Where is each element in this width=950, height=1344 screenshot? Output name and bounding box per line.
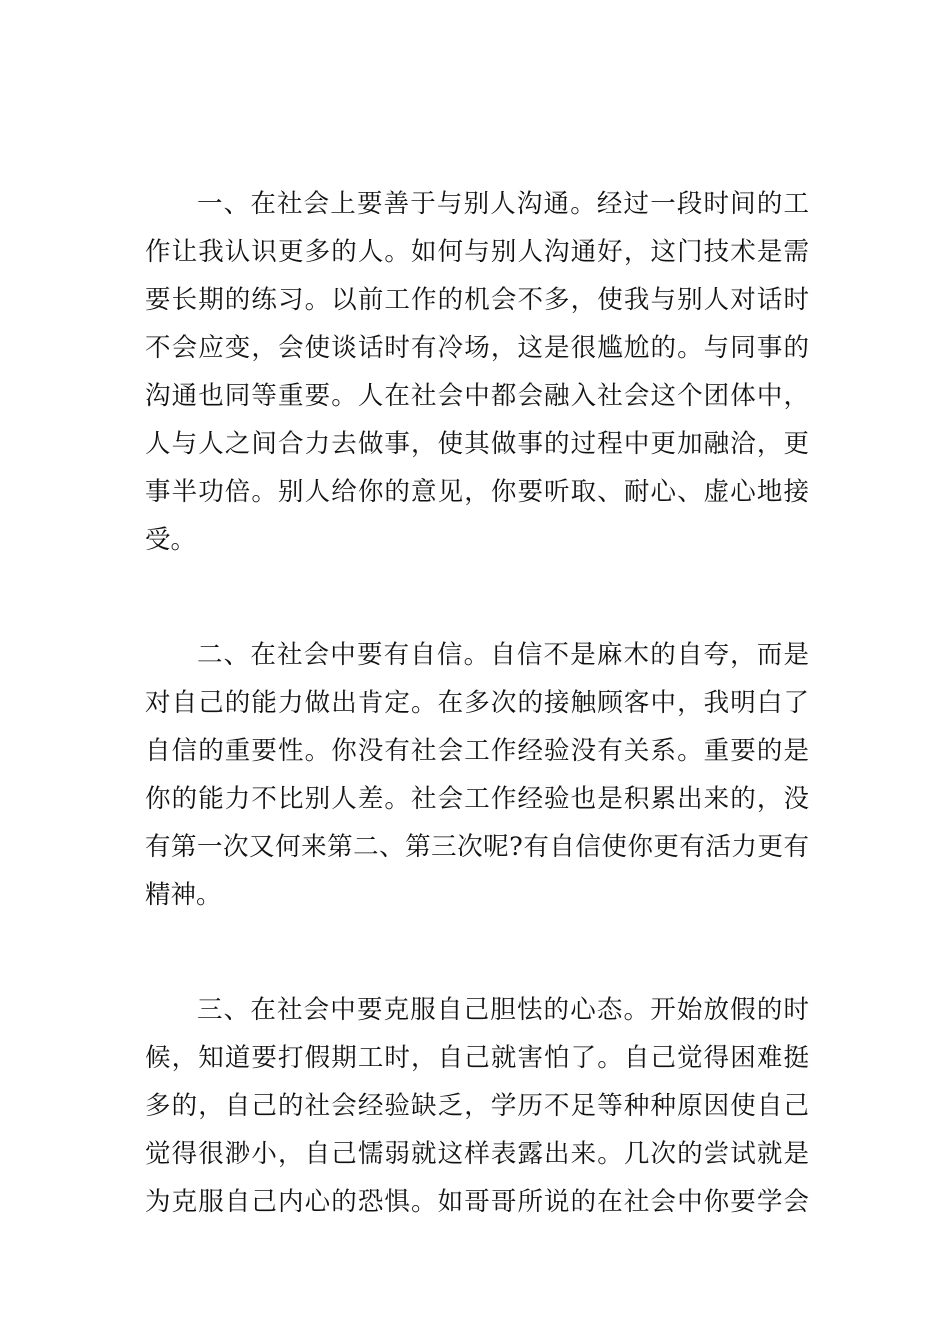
paragraph-spacer bbox=[145, 919, 809, 986]
paragraph-line: 要长期的练习。以前工作的机会不多，使我与别人对话时 bbox=[145, 285, 809, 315]
paragraph-3 bbox=[145, 986, 809, 1226]
paragraph-1 bbox=[145, 180, 809, 564]
paragraph-line: 精神。 bbox=[145, 880, 222, 910]
paragraph-line: 自信的重要性。你没有社会工作经验没有关系。重要的是 bbox=[145, 736, 809, 766]
paragraph-line: 觉得很渺小，自己懦弱就这样表露出来。几次的尝试就是 bbox=[145, 1139, 809, 1169]
paragraph-line: 一、在社会上要善于与别人沟通。经过一段时间的工 bbox=[197, 189, 809, 219]
paragraph-line: 事半功倍。别人给你的意见，你要听取、耐心、虚心地接 bbox=[145, 477, 809, 507]
paragraph-line: 不会应变，会使谈话时有冷场，这是很尴尬的。与同事的 bbox=[145, 333, 809, 363]
paragraph-line: 你的能力不比别人差。社会工作经验也是积累出来的，没 bbox=[145, 784, 809, 814]
paragraph-line: 对自己的能力做出肯定。在多次的接触顾客中，我明白了 bbox=[145, 688, 809, 718]
paragraph-2 bbox=[145, 631, 809, 919]
paragraph-line: 作让我认识更多的人。如何与别人沟通好，这门技术是需 bbox=[145, 237, 809, 267]
paragraph-spacer bbox=[145, 564, 809, 631]
paragraph-line: 二、在社会中要有自信。自信不是麻木的自夸，而是 bbox=[197, 640, 809, 670]
paragraph-line: 三、在社会中要克服自己胆怯的心态。开始放假的时 bbox=[197, 995, 809, 1025]
paragraph-line: 有第一次又何来第二、第三次呢?有自信使你更有活力更有 bbox=[145, 832, 809, 862]
document-body bbox=[145, 180, 809, 1226]
paragraph-line: 为克服自己内心的恐惧。如哥哥所说的在社会中你要学会 bbox=[145, 1187, 809, 1217]
paragraph-line: 多的，自己的社会经验缺乏，学历不足等种种原因使自己 bbox=[145, 1091, 809, 1121]
paragraph-line: 候，知道要打假期工时，自己就害怕了。自己觉得困难挺 bbox=[145, 1043, 809, 1073]
paragraph-line: 沟通也同等重要。人在社会中都会融入社会这个团体中， bbox=[145, 381, 809, 411]
paragraph-line: 人与人之间合力去做事，使其做事的过程中更加融洽，更 bbox=[145, 429, 809, 459]
paragraph-line: 受。 bbox=[145, 525, 197, 555]
